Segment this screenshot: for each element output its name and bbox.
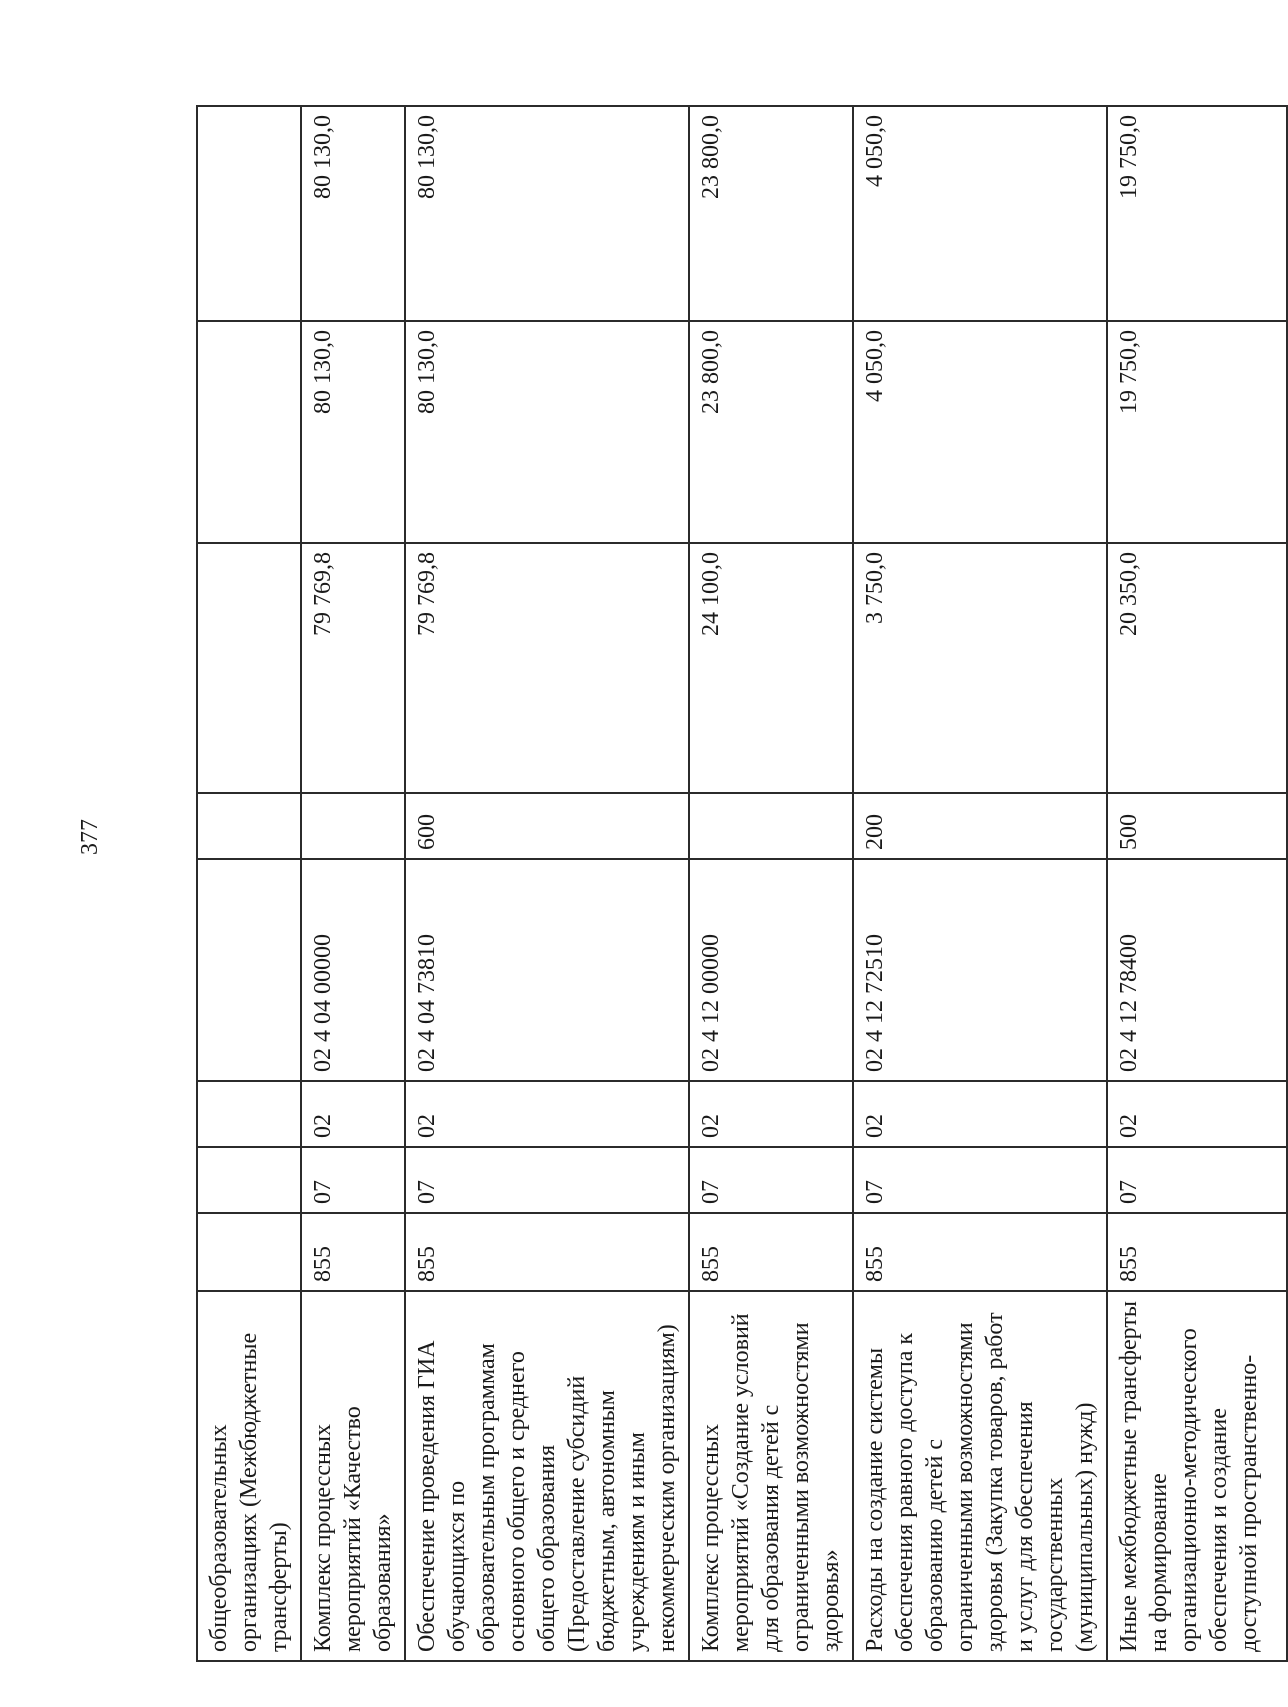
ministry-code: 855 — [405, 1213, 689, 1291]
amount-3: 23 800,0 — [689, 106, 853, 321]
expense-type-code — [197, 793, 301, 859]
target-code: 02 4 04 00000 — [301, 859, 405, 1081]
amount-2: 80 130,0 — [301, 321, 405, 543]
target-code: 02 4 12 72510 — [853, 859, 1107, 1081]
section-code: 07 — [405, 1147, 689, 1213]
row-description: Обеспечение проведения ГИА обучающихся по образовательным программам основного общего и среднего общего образования (Предоставление субсидий бюджетным, автономным учреждениям и иным некоммерческим организациям) — [405, 1291, 689, 1661]
table-row — [405, 106, 689, 1661]
section-code: 07 — [301, 1147, 405, 1213]
table-row — [689, 106, 853, 1661]
ministry-code: 855 — [1107, 1213, 1287, 1291]
amount-2 — [197, 321, 301, 543]
amount-2: 23 800,0 — [689, 321, 853, 543]
budget-table-rotated — [196, 107, 1262, 1662]
amount-3: 4 050,0 — [853, 106, 1107, 321]
ministry-code — [197, 1213, 301, 1291]
amount-1: 24 100,0 — [689, 543, 853, 793]
table-row — [301, 106, 405, 1661]
page-number: 377 — [77, 819, 103, 855]
row-description: Комплекс процессных мероприятий «Создание условий для образования детей с ограниченными возможностями здоровья» — [689, 1291, 853, 1661]
budget-table — [196, 105, 1288, 1662]
subsection-code: 02 — [1107, 1081, 1287, 1147]
amount-2: 4 050,0 — [853, 321, 1107, 543]
row-description: общеобразовательных организациях (Межбюджетные трансферты) — [197, 1291, 301, 1661]
expense-type-code: 600 — [405, 793, 689, 859]
amount-3: 80 130,0 — [301, 106, 405, 321]
section-code: 07 — [1107, 1147, 1287, 1213]
expense-type-code: 200 — [853, 793, 1107, 859]
ministry-code: 855 — [689, 1213, 853, 1291]
expense-type-code — [689, 793, 853, 859]
ministry-code: 855 — [853, 1213, 1107, 1291]
amount-1: 79 769,8 — [301, 543, 405, 793]
target-code: 02 4 12 00000 — [689, 859, 853, 1081]
subsection-code: 02 — [689, 1081, 853, 1147]
table-row — [197, 106, 301, 1661]
amount-1 — [197, 543, 301, 793]
target-code: 02 4 04 73810 — [405, 859, 689, 1081]
subsection-code: 02 — [853, 1081, 1107, 1147]
amount-3: 80 130,0 — [405, 106, 689, 321]
table-row — [853, 106, 1107, 1661]
target-code — [197, 859, 301, 1081]
table-row — [1107, 106, 1287, 1661]
amount-2: 19 750,0 — [1107, 321, 1287, 543]
subsection-code: 02 — [301, 1081, 405, 1147]
row-description: Комплекс процессных мероприятий «Качество образования» — [301, 1291, 405, 1661]
amount-1: 79 769,8 — [405, 543, 689, 793]
row-description: Расходы на создание системы обеспечения равного доступа к образованию детей с ограниченными возможностями здоровья (Закупка товаров, работ и услуг для обеспечения государственных (муниципальных) нужд) — [853, 1291, 1107, 1661]
subsection-code — [197, 1081, 301, 1147]
ministry-code: 855 — [301, 1213, 405, 1291]
section-code: 07 — [853, 1147, 1107, 1213]
section-code — [197, 1147, 301, 1213]
expense-type-code: 500 — [1107, 793, 1287, 859]
expense-type-code — [301, 793, 405, 859]
amount-1: 3 750,0 — [853, 543, 1107, 793]
subsection-code: 02 — [405, 1081, 689, 1147]
amount-3: 19 750,0 — [1107, 106, 1287, 321]
amount-2: 80 130,0 — [405, 321, 689, 543]
row-description: Иные межбюджетные трансферты на формирование организационно-методического обеспечения и создание доступной пространственно- — [1107, 1291, 1287, 1661]
section-code: 07 — [689, 1147, 853, 1213]
amount-3 — [197, 106, 301, 321]
target-code: 02 4 12 78400 — [1107, 859, 1287, 1081]
amount-1: 20 350,0 — [1107, 543, 1287, 793]
